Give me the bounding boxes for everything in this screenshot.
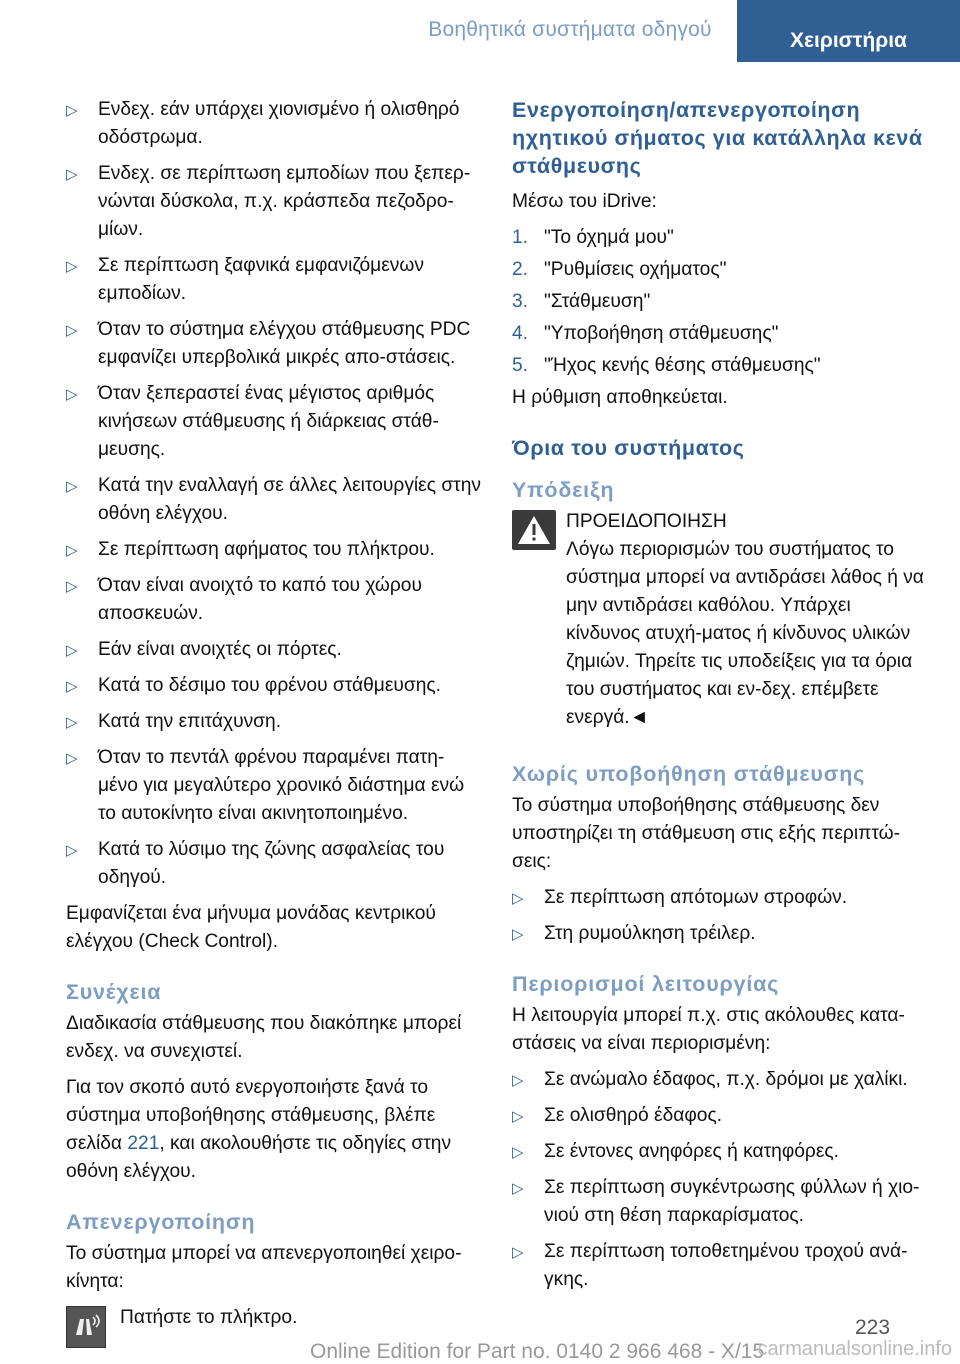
list-item-text: Κατά το δέσιμο του φρένου στάθμευσης. [98, 675, 442, 696]
list-item-text: Σε περίπτωση ξαφνικά εμφανιζόμενων εμποδίων. [98, 255, 424, 304]
page-number: 223 [855, 1316, 891, 1339]
list-item-text: Σε έντονες ανηφόρες ή κατηφόρες. [544, 1141, 839, 1162]
step-number: 4. [512, 323, 529, 344]
step-text: "Ρυθμίσεις οχήματος" [544, 259, 727, 280]
bullet-triangle-icon: ▷ [512, 1244, 524, 1261]
bullet-triangle-icon: ▷ [66, 642, 78, 659]
step-number: 3. [512, 291, 529, 312]
park-assist-key-icon [66, 1306, 106, 1348]
page-link[interactable]: 221 [127, 1133, 160, 1154]
step-text: "Στάθμευση" [544, 291, 651, 312]
warning-body: Λόγω περιορισμών του συστήματος το σύστημα μπορεί να αντιδράσει λάθος ή να μην αντιδράσει καθόλου. Υπάρχει κίνδυνος ατυχή‐ματος ή κίνδυνος υλικών ζημιών. Τηρείτε τις υποδείξεις για τα όρια του συστήματος και εν‐δεχ. επέμβετε ενεργά.◄ [566, 539, 924, 728]
continue-heading: Συνέχεια [66, 980, 162, 1004]
idrive-step [512, 320, 927, 348]
step-number: 5. [512, 355, 529, 376]
right-column [512, 96, 927, 1302]
system-limits-heading: Όρια του συστήματος [512, 436, 745, 460]
bullet-triangle-icon: ▷ [66, 258, 78, 275]
restriction-item [512, 1174, 927, 1230]
list-item-text: Σε ανώμαλο έδαφος, π.χ. δρόμοι με χαλίκι. [544, 1069, 908, 1090]
idrive-step [512, 224, 927, 252]
page-header [0, 0, 960, 62]
list-item-text: Σε περίπτωση τοποθετημένου τροχού ανά‐γκης. [544, 1241, 908, 1290]
restriction-item [512, 1066, 927, 1094]
watermark: carmanualsonline.info [757, 1338, 952, 1360]
bullet-triangle-icon: ▷ [512, 1144, 524, 1161]
list-item-text: Όταν ξεπεραστεί ένας μέγιστος αριθμός κινήσεων στάθμευσης ή διάρκειας στάθ‐μευσης. [98, 383, 439, 460]
edition-text: Online Edition for Part no. 0140 2 966 468 - X/15 [310, 1340, 765, 1363]
list-item-text: Σε περίπτωση συγκέντρωσης φύλλων ή χιο‐νιού στη θέση παρκαρίσματος. [544, 1177, 920, 1226]
bullet-triangle-icon: ▷ [66, 714, 78, 731]
restrictions-text: Η λειτουργία μπορεί π.χ. στις ακόλουθες κατα‐στάσεις να είναι περιορισμένη: [512, 1005, 905, 1054]
section-title: Βοηθητικά συστήματα οδηγού [428, 18, 712, 41]
check-control-message: Εμφανίζεται ένα μήνυμα μονάδας κεντρικού ελέγχου (Check Control). [66, 903, 436, 952]
abort-conditions-list [66, 96, 482, 892]
continue-instructions [66, 1074, 482, 1186]
list-item-text: Όταν το σύστημα ελέγχου στάθμευσης PDC εμφανίζει υπερβολικά μικρές απο‐στάσεις. [98, 319, 471, 368]
warning-block [512, 508, 927, 732]
abort-condition-item [66, 744, 482, 828]
setting-saved-text: Η ρύθμιση αποθηκεύεται. [512, 387, 728, 408]
restriction-item [512, 1238, 927, 1294]
no-assist-item [512, 920, 927, 948]
restrictions-list [512, 1066, 927, 1294]
list-item-text: Κατά την επιτάχυνση. [98, 711, 282, 732]
restriction-item [512, 1138, 927, 1166]
deactivate-text: Το σύστημα μπορεί να απενεργοποιηθεί χειρο‐κίνητα: [66, 1243, 462, 1292]
idrive-steps-list [512, 224, 927, 380]
list-item-text: Ενδεχ. σε περίπτωση εμποδίων που ξεπερ‐νώνται δύσκολα, π.χ. κράσπεδα πεζοδρο‐μίων. [98, 163, 471, 240]
list-item-text: Ενδεχ. εάν υπάρχει χιονισμένο ή ολισθηρό οδόστρωμα. [98, 99, 460, 148]
abort-condition-item [66, 636, 482, 664]
abort-condition-item [66, 96, 482, 152]
continue-instructions-text-end: , και ακολουθήστε τις οδηγίες στην οθόνη ελέγχου. [66, 1133, 452, 1182]
abort-condition-item [66, 836, 482, 892]
step-number: 2. [512, 259, 529, 280]
list-item-text: Όταν το πεντάλ φρένου παραμένει πατη‐μένο για μεγαλύτερο χρονικό διάστημα ενώ το αυτοκίνητο είναι ακινητοποιημένο. [98, 747, 465, 824]
deactivate-heading: Απενεργοποίηση [66, 1210, 256, 1234]
bullet-triangle-icon: ▷ [66, 166, 78, 183]
idrive-step [512, 352, 927, 380]
list-item-text: Σε ολισθηρό έδαφος. [544, 1105, 723, 1126]
list-item-text: Σε περίπτωση αφήματος του πλήκτρου. [98, 539, 435, 560]
no-assist-text: Το σύστημα υποβοήθησης στάθμευσης δεν υποστηρίζει τη στάθμευση στις εξής περιπτώ‐σεις: [512, 795, 900, 872]
abort-condition-item [66, 472, 482, 528]
abort-condition-item [66, 380, 482, 464]
bullet-triangle-icon: ▷ [66, 578, 78, 595]
warning-triangle-icon [512, 510, 556, 550]
bullet-triangle-icon: ▷ [66, 750, 78, 767]
step-number: 1. [512, 227, 529, 248]
list-item-text: Εάν είναι ανοιχτές οι πόρτες. [98, 639, 342, 660]
abort-condition-item [66, 708, 482, 736]
no-assist-heading: Χωρίς υποβοήθηση στάθμευσης [512, 762, 866, 786]
warning-title: ΠΡΟΕΙΔΟΠΟΙΗΣΗ [566, 511, 727, 532]
no-assist-list [512, 884, 927, 948]
list-item-text: Κατά την εναλλαγή σε άλλες λειτουργίες στην οθόνη ελέγχου. [98, 475, 481, 524]
left-column [66, 96, 482, 1348]
bullet-triangle-icon: ▷ [66, 322, 78, 339]
bullet-triangle-icon: ▷ [512, 1072, 524, 1089]
step-text: "Ήχος κενής θέσης στάθμευσης" [544, 355, 821, 376]
restriction-item [512, 1102, 927, 1130]
step-text: "Το όχημά μου" [544, 227, 674, 248]
press-key-text: Πατήστε το πλήκτρο. [120, 1307, 298, 1328]
bullet-triangle-icon: ▷ [512, 926, 524, 943]
continue-text: Διαδικασία στάθμευσης που διακόπηκε μπορεί ενδεχ. να συνεχιστεί. [66, 1013, 462, 1062]
bullet-triangle-icon: ▷ [66, 678, 78, 695]
restrictions-heading: Περιορισμοί λειτουργίας [512, 972, 780, 996]
hint-heading: Υπόδειξη [512, 478, 615, 502]
continue-instructions-text: Για τον σκοπό αυτό ενεργοποιήστε ξανά το σύστημα υποβοήθησης στάθμευσης, βλέπε σελίδα [66, 1077, 436, 1154]
bullet-triangle-icon: ▷ [512, 1108, 524, 1125]
list-item-text: Στη ρυμούλκηση τρέιλερ. [544, 923, 756, 944]
list-item-text: Κατά το λύσιμο της ζώνης ασφαλείας του οδηγού. [98, 839, 445, 888]
warning-text [512, 536, 927, 732]
bullet-triangle-icon: ▷ [512, 1180, 524, 1197]
abort-condition-item [66, 316, 482, 372]
abort-condition-item [66, 672, 482, 700]
step-text: "Υποβοήθηση στάθμευσης" [544, 323, 779, 344]
abort-condition-item [66, 160, 482, 244]
bullet-triangle-icon: ▷ [66, 478, 78, 495]
abort-condition-item [66, 572, 482, 628]
gap-signal-heading: Ενεργοποίηση/απενεργοποίηση ηχητικού σήματος για κατάλληλα κενά στάθμευσης [512, 98, 923, 178]
bullet-triangle-icon: ▷ [66, 102, 78, 119]
no-assist-item [512, 884, 927, 912]
chapter-tab[interactable]: Χειριστήρια [737, 0, 960, 62]
bullet-triangle-icon: ▷ [66, 842, 78, 859]
abort-condition-item [66, 252, 482, 308]
bullet-triangle-icon: ▷ [66, 542, 78, 559]
list-item-text: Σε περίπτωση απότομων στροφών. [544, 887, 848, 908]
bullet-triangle-icon: ▷ [66, 386, 78, 403]
idrive-step [512, 256, 927, 284]
abort-condition-item [66, 536, 482, 564]
list-item-text: Όταν είναι ανοιχτό το καπό του χώρου αποσκευών. [98, 575, 422, 624]
idrive-intro: Μέσω του iDrive: [512, 191, 657, 212]
bullet-triangle-icon: ▷ [512, 890, 524, 907]
idrive-step [512, 288, 927, 316]
